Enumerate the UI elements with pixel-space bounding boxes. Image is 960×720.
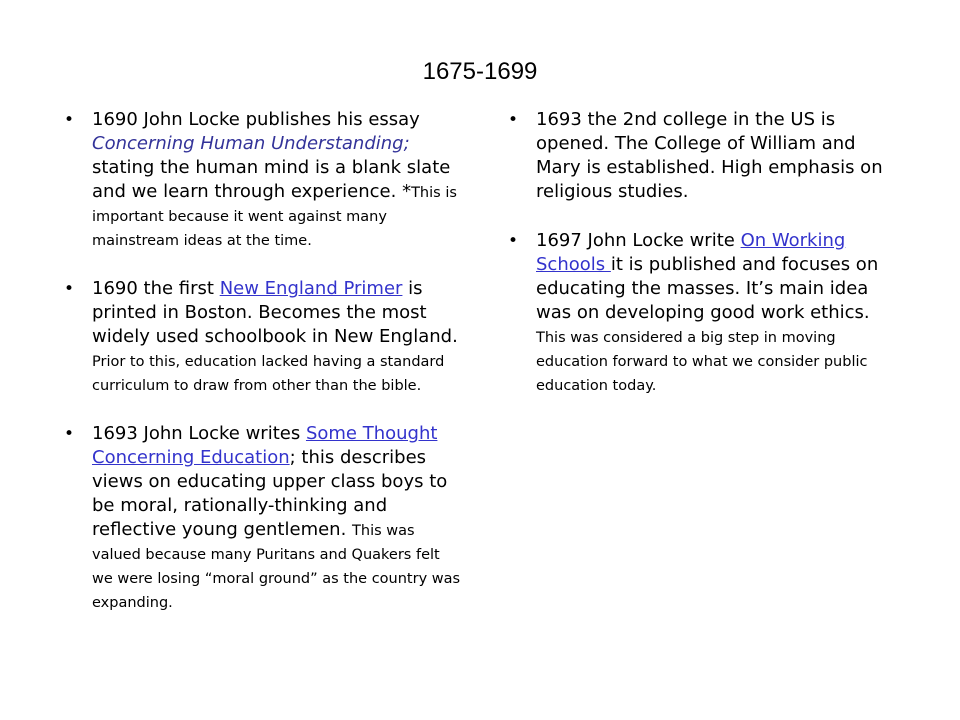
new-england-primer-link[interactable]: New England Primer	[219, 278, 403, 299]
bullet-text: ; this describes views on educating upper class boys to be moral, rationally-thinking and reflective young gentlemen.	[92, 447, 448, 540]
some-thought-link[interactable]: Some Thought Concerning Education	[92, 423, 438, 468]
bullet-text: it is published and focuses on educating the masses. It’s main idea was on developing good work ethics.	[536, 254, 879, 323]
bullet-note: This was considered a big step in moving education forward to what we consider public education today.	[536, 330, 868, 394]
bullet-note: Prior to this, education lacked having a standard curriculum to draw from other than the bible.	[92, 354, 445, 394]
bullet-note: This is important because it went against many mainstream ideas at the time.	[92, 185, 457, 249]
slide-title: 1675-1699	[422, 58, 538, 85]
right-bullet-list	[508, 108, 886, 422]
bullet-text: is printed in Boston. Becomes the most widely used schoolbook in New England.	[92, 278, 458, 347]
bullet-some-thought	[64, 422, 464, 614]
bullet-text: stating the human mind is a blank slate and we learn through experience. *	[92, 157, 451, 202]
bullet-text: 1693 the 2nd college in the US is opened. The College of William and Mary is established. High emphasis on religious studies.	[536, 109, 883, 202]
bullet-text: 1693 John Locke writes	[92, 423, 306, 444]
left-bullet-list	[64, 108, 464, 639]
bullet-new-england-primer	[64, 277, 464, 397]
bullet-william-and-mary	[508, 108, 886, 204]
bullet-text: 1690 John Locke publishes his essay	[92, 109, 420, 130]
bullet-text: 1697 John Locke write	[536, 230, 741, 251]
bullet-locke-essay	[64, 108, 464, 252]
essay-title: Concerning Human Understanding;	[92, 133, 410, 154]
on-working-schools-link[interactable]: On Working Schools	[536, 230, 846, 275]
bullet-on-working-schools	[508, 229, 886, 397]
bullet-note: This was valued because many Puritans and Quakers felt we were losing “moral ground” as the country was expanding.	[92, 523, 461, 611]
bullet-text: 1690 the first	[92, 278, 220, 299]
